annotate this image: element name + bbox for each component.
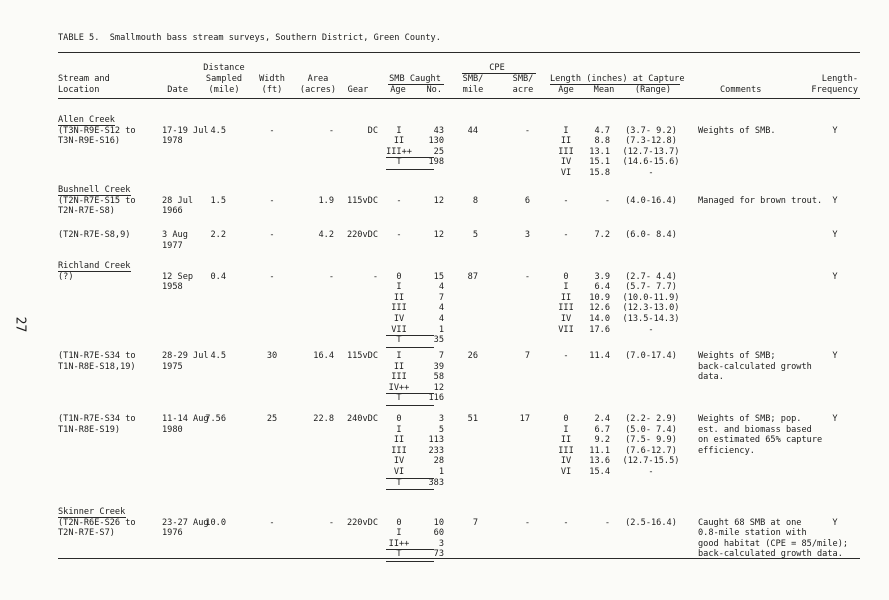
length-mean: 4.7 xyxy=(594,125,610,136)
length-age: III xyxy=(558,146,574,157)
catch-total-underline xyxy=(386,405,434,406)
location-line: (T2N-R7E-S8,9) xyxy=(58,230,131,240)
length-range: (14.6-15.6) xyxy=(622,157,680,168)
length-age: - xyxy=(563,230,569,240)
comment-line: back-calculated growth data. xyxy=(698,549,843,560)
catch-age: IV xyxy=(393,314,405,324)
length-mean: 13.6 xyxy=(589,456,610,467)
catch-number: 233 xyxy=(428,445,444,456)
length-age: - xyxy=(563,195,569,206)
area-cell: 16.4 xyxy=(313,351,334,361)
comment-line: on estimated 65% capture xyxy=(698,435,823,446)
catch-number: 116 xyxy=(428,393,444,404)
catch-age: T xyxy=(396,157,402,168)
length-range: (7.6-12.7) xyxy=(625,445,677,456)
catch-number: 5 xyxy=(438,424,444,435)
catch-age: II xyxy=(393,435,405,446)
catch-number: 383 xyxy=(428,477,444,488)
distance-cell: 4.5 xyxy=(210,125,226,136)
catch-number: 35 xyxy=(433,335,444,346)
catch-total-rule xyxy=(386,157,434,158)
header-comments: Comments xyxy=(720,85,762,95)
catch-age: - xyxy=(396,230,402,240)
length-range: (5.0- 7.4) xyxy=(625,424,677,435)
location-line: (T1N-R7E-S34 to xyxy=(58,414,136,424)
catch-total-rule xyxy=(386,478,434,479)
length-range: - xyxy=(648,324,654,335)
stream-name: Skinner Creek xyxy=(58,507,126,517)
date-line: 1975 xyxy=(162,361,183,372)
header-smb-mile-1: SMB/ xyxy=(462,74,484,84)
area-cell: 4.2 xyxy=(318,230,334,240)
location-line: (T2N-R7E-S15 to xyxy=(58,195,136,206)
catch-age: II++ xyxy=(388,538,410,549)
location-line: T3N-R9E-S16) xyxy=(58,136,121,147)
gear-cell: 220vDC xyxy=(346,517,378,528)
length-age: VI xyxy=(560,467,572,477)
length-range: - xyxy=(648,168,654,178)
distance-cell: 2.2 xyxy=(210,230,226,240)
cpe-per-mile: 87 xyxy=(467,271,478,282)
length-mean: 15.4 xyxy=(589,467,610,477)
comment-line: Weights of SMB; pop. xyxy=(698,414,802,424)
catch-age: T xyxy=(396,393,402,404)
catch-number: 7 xyxy=(438,351,444,361)
location-line: (T1N-R7E-S34 to xyxy=(58,351,136,361)
cpe-per-acre: - xyxy=(524,271,530,282)
date-line: 1980 xyxy=(162,424,183,435)
length-range: (7.5- 9.9) xyxy=(625,435,677,446)
catch-number: 43 xyxy=(433,125,444,136)
header-smb-caught: SMB Caught xyxy=(389,74,441,84)
length-range: (10.0-11.9) xyxy=(622,292,680,303)
length-age: II xyxy=(560,435,572,446)
length-age: I xyxy=(563,125,569,136)
cpe-per-mile: 51 xyxy=(467,414,478,424)
cpe-per-mile: 26 xyxy=(467,351,478,361)
catch-number: 3 xyxy=(438,538,444,549)
cpe-per-mile: 8 xyxy=(472,195,478,206)
catch-number: 4 xyxy=(438,282,444,293)
width-cell: 25 xyxy=(266,414,278,424)
header-area-2: (acres) xyxy=(299,85,337,95)
catch-age: 0 xyxy=(396,414,402,424)
catch-age: IV++ xyxy=(388,382,410,393)
header-distance-1: Distance xyxy=(203,63,245,73)
catch-number: 7 xyxy=(438,292,444,303)
catch-age: I xyxy=(396,528,402,539)
length-range: (7.0-17.4) xyxy=(625,351,677,361)
header-area-1: Area xyxy=(307,74,329,84)
length-range: (4.0-16.4) xyxy=(625,195,677,206)
catch-number: 58 xyxy=(433,372,444,383)
catch-number: 25 xyxy=(433,146,444,157)
header-smb-mile-2: mile xyxy=(462,85,484,95)
header-length-frequency-1: Length- xyxy=(821,74,858,84)
length-range: (2.2- 2.9) xyxy=(625,414,677,424)
stream-name: Bushnell Creek xyxy=(58,185,131,195)
catch-age: I xyxy=(396,351,402,361)
catch-number: 198 xyxy=(428,157,444,168)
length-age: II xyxy=(560,292,572,303)
comment-line: Weights of SMB. xyxy=(698,125,776,136)
catch-total-rule xyxy=(386,335,434,336)
length-mean: 11.4 xyxy=(589,351,610,361)
length-age: I xyxy=(563,424,569,435)
length-mean: 15.8 xyxy=(589,168,610,178)
header-distance-2: Sampled xyxy=(205,74,243,84)
catch-number: 12 xyxy=(433,230,444,240)
area-cell: - xyxy=(328,271,334,282)
gear-cell: 115vDC xyxy=(346,351,378,361)
cpe-per-acre: 6 xyxy=(524,195,530,206)
header-catch-age: Age xyxy=(390,85,406,95)
length-frequency-flag: Y xyxy=(832,414,838,424)
length-mean: 15.1 xyxy=(589,157,610,168)
date-line: 3 Aug xyxy=(162,230,188,240)
catch-number: 4 xyxy=(438,303,444,314)
catch-number: 12 xyxy=(433,382,444,393)
area-cell: 1.9 xyxy=(318,195,334,206)
date-line: 1977 xyxy=(162,240,183,251)
table-bottom-rule xyxy=(58,558,860,559)
length-age: II xyxy=(560,136,572,147)
cpe-per-acre: 3 xyxy=(524,230,530,240)
catch-number: 39 xyxy=(433,361,444,372)
gear-cell: 115vDC xyxy=(346,195,378,206)
length-mean: - xyxy=(604,517,610,528)
date-line: 11-14 Aug xyxy=(162,414,209,424)
date-line: 23-27 Aug xyxy=(162,517,209,528)
length-age: - xyxy=(563,517,569,528)
header-stream-1: Stream and xyxy=(58,74,110,84)
length-mean: 6.7 xyxy=(594,424,610,435)
header-date: Date xyxy=(167,85,188,95)
catch-age: II xyxy=(393,292,405,303)
length-age: 0 xyxy=(563,414,569,424)
header-mean: Mean xyxy=(593,85,615,95)
location-line: T1N-R8E-S19) xyxy=(58,424,121,435)
date-line: 28 Jul xyxy=(162,195,194,206)
comment-line: data. xyxy=(698,372,724,383)
length-mean: 13.1 xyxy=(589,146,610,157)
length-mean: 9.2 xyxy=(594,435,610,446)
comment-line: back-calculated growth xyxy=(698,361,812,372)
distance-cell: 4.5 xyxy=(210,351,226,361)
gear-cell: DC xyxy=(367,125,378,136)
date-line: 1978 xyxy=(162,136,183,147)
length-range: (5.7- 7.7) xyxy=(625,282,677,293)
width-cell: - xyxy=(269,125,275,136)
length-age: IV xyxy=(560,314,572,324)
catch-age: III xyxy=(391,372,407,383)
length-mean: 3.9 xyxy=(594,271,610,282)
length-frequency-flag: Y xyxy=(832,195,838,206)
catch-number: 10 xyxy=(433,517,444,528)
header-smb-acre-1: SMB/ xyxy=(512,74,534,84)
catch-number: 15 xyxy=(433,271,444,282)
catch-age: I xyxy=(396,282,402,293)
length-range: (12.3-13.0) xyxy=(622,303,680,314)
location-line: (T3N-R9E-S12 to xyxy=(58,125,136,136)
length-age: VII xyxy=(558,324,574,335)
header-length-frequency-2: Frequency xyxy=(811,85,858,95)
catch-age: T xyxy=(396,549,402,560)
header-bottom-rule xyxy=(58,98,860,99)
length-frequency-flag: Y xyxy=(832,125,838,136)
catch-age: - xyxy=(396,195,402,206)
length-age: IV xyxy=(560,157,572,168)
length-range: (12.7-15.5) xyxy=(622,456,680,467)
catch-age: T xyxy=(396,335,402,346)
cpe-per-acre: 17 xyxy=(519,414,530,424)
catch-age: III xyxy=(391,303,407,314)
catch-number: 130 xyxy=(428,136,444,147)
catch-age: I xyxy=(396,424,402,435)
comment-line: Caught 68 SMB at one xyxy=(698,517,802,528)
length-mean: 12.6 xyxy=(589,303,610,314)
length-age: III xyxy=(558,303,574,314)
catch-total-rule xyxy=(386,393,434,394)
header-width-1: Width xyxy=(259,74,285,84)
catch-age: 0 xyxy=(396,271,402,282)
gear-cell: 240vDC xyxy=(346,414,378,424)
header-length-group: Length (inches) at Capture xyxy=(550,74,685,84)
date-line: 1966 xyxy=(162,206,183,217)
length-range: (13.5-14.3) xyxy=(622,314,680,324)
catch-total-underline xyxy=(386,347,434,348)
catch-total-rule xyxy=(386,549,434,550)
header-range: (Range) xyxy=(634,85,672,95)
length-mean: 11.1 xyxy=(589,445,610,456)
gear-cell: 220vDC xyxy=(346,230,378,240)
length-frequency-flag: Y xyxy=(832,351,838,361)
header-top-rule xyxy=(58,52,860,53)
date-line: 28-29 Jul xyxy=(162,351,209,361)
catch-number: 28 xyxy=(433,456,444,467)
catch-number: 1 xyxy=(438,467,444,477)
length-range: (3.7- 9.2) xyxy=(625,125,677,136)
gear-cell: - xyxy=(372,271,378,282)
date-line: 1958 xyxy=(162,282,183,293)
page-number: 27 xyxy=(12,316,28,333)
table-title: TABLE 5. Smallmouth bass stream surveys, Southern District, Green County. xyxy=(58,33,441,43)
catch-age: VII xyxy=(391,324,407,335)
date-line: 1976 xyxy=(162,528,183,539)
cpe-per-acre: 7 xyxy=(524,351,530,361)
catch-total-underline xyxy=(386,169,434,170)
length-age: IV xyxy=(560,456,572,467)
location-line: (T2N-R6E-S26 to xyxy=(58,517,136,528)
catch-age: I xyxy=(396,125,402,136)
cpe-per-mile: 44 xyxy=(467,125,478,136)
catch-age: II xyxy=(393,361,405,372)
catch-number: 12 xyxy=(433,195,444,206)
length-range: (7.3-12.8) xyxy=(625,136,677,147)
area-cell: 22.8 xyxy=(313,414,334,424)
header-distance-3: (mile) xyxy=(208,85,240,95)
location-line: (?) xyxy=(58,271,74,282)
header-width-2: (ft) xyxy=(261,85,283,95)
distance-cell: 10.0 xyxy=(205,517,226,528)
length-mean: 6.4 xyxy=(594,282,610,293)
length-range: (6.0- 8.4) xyxy=(625,230,677,240)
catch-number: 4 xyxy=(438,314,444,324)
cpe-per-mile: 5 xyxy=(472,230,478,240)
comment-line: 0.8-mile station with xyxy=(698,528,807,539)
catch-age: II xyxy=(393,136,405,147)
width-cell: - xyxy=(269,230,275,240)
date-line: 17-19 Jul xyxy=(162,125,209,136)
length-mean: 2.4 xyxy=(594,414,610,424)
length-age: III xyxy=(558,445,574,456)
width-cell: - xyxy=(269,271,275,282)
catch-number: 3 xyxy=(438,414,444,424)
width-cell: - xyxy=(269,517,275,528)
header-smb-acre-2: acre xyxy=(512,85,534,95)
distance-cell: 1.5 xyxy=(210,195,226,206)
length-frequency-flag: Y xyxy=(832,517,838,528)
length-age: - xyxy=(563,351,569,361)
length-mean: 14.0 xyxy=(589,314,610,324)
length-range: (12.7-13.7) xyxy=(622,146,680,157)
length-range: (2.7- 4.4) xyxy=(625,271,677,282)
catch-age: T xyxy=(396,477,402,488)
length-range: (2.5-16.4) xyxy=(625,517,677,528)
catch-age: 0 xyxy=(396,517,402,528)
catch-age: IV xyxy=(393,456,405,467)
length-mean: - xyxy=(604,195,610,206)
catch-total-underline xyxy=(386,561,434,562)
catch-age: VI xyxy=(393,467,405,477)
stream-name: Richland Creek xyxy=(58,261,131,271)
width-cell: - xyxy=(269,195,275,206)
length-frequency-flag: Y xyxy=(832,271,838,282)
length-mean: 10.9 xyxy=(589,292,610,303)
header-length-age: Age xyxy=(558,85,574,95)
location-line: T1N-R8E-S18,19) xyxy=(58,361,136,372)
location-line: T2N-R7E-S8) xyxy=(58,206,115,217)
header-stream-2: Location xyxy=(58,85,100,95)
area-cell: - xyxy=(328,125,334,136)
length-mean: 7.2 xyxy=(594,230,610,240)
location-line: T2N-R7E-S7) xyxy=(58,528,115,539)
catch-number: 73 xyxy=(433,549,444,560)
length-mean: 17.6 xyxy=(589,324,610,335)
catch-age: III++ xyxy=(386,146,412,157)
comment-line: good habitat (CPE = 85/mile); xyxy=(698,538,849,549)
cpe-per-mile: 7 xyxy=(472,517,478,528)
stream-name: Allen Creek xyxy=(58,115,115,125)
comment-line: est. and biomass based xyxy=(698,424,812,435)
distance-cell: 0.4 xyxy=(210,271,226,282)
catch-age: III xyxy=(391,445,407,456)
distance-cell: 7.56 xyxy=(205,414,226,424)
cpe-per-acre: - xyxy=(524,125,530,136)
area-cell: - xyxy=(328,517,334,528)
comment-line: efficiency. xyxy=(698,445,755,456)
width-cell: 30 xyxy=(266,351,278,361)
header-catch-no: No. xyxy=(426,85,442,95)
catch-number: 1 xyxy=(438,324,444,335)
date-line: 12 Sep xyxy=(162,271,194,282)
length-age: I xyxy=(563,282,569,293)
length-mean: 8.8 xyxy=(594,136,610,147)
catch-number: 113 xyxy=(428,435,444,446)
header-cpe: CPE xyxy=(489,63,505,73)
header-gear: Gear xyxy=(347,85,369,95)
catch-total-underline xyxy=(386,489,434,490)
length-age: VI xyxy=(560,168,572,178)
length-age: 0 xyxy=(563,271,569,282)
comment-line: Weights of SMB; xyxy=(698,351,776,361)
cpe-per-acre: - xyxy=(524,517,530,528)
length-frequency-flag: Y xyxy=(832,230,838,240)
comment-line: Managed for brown trout. xyxy=(698,195,823,206)
catch-number: 60 xyxy=(433,528,444,539)
length-range: - xyxy=(648,467,654,477)
